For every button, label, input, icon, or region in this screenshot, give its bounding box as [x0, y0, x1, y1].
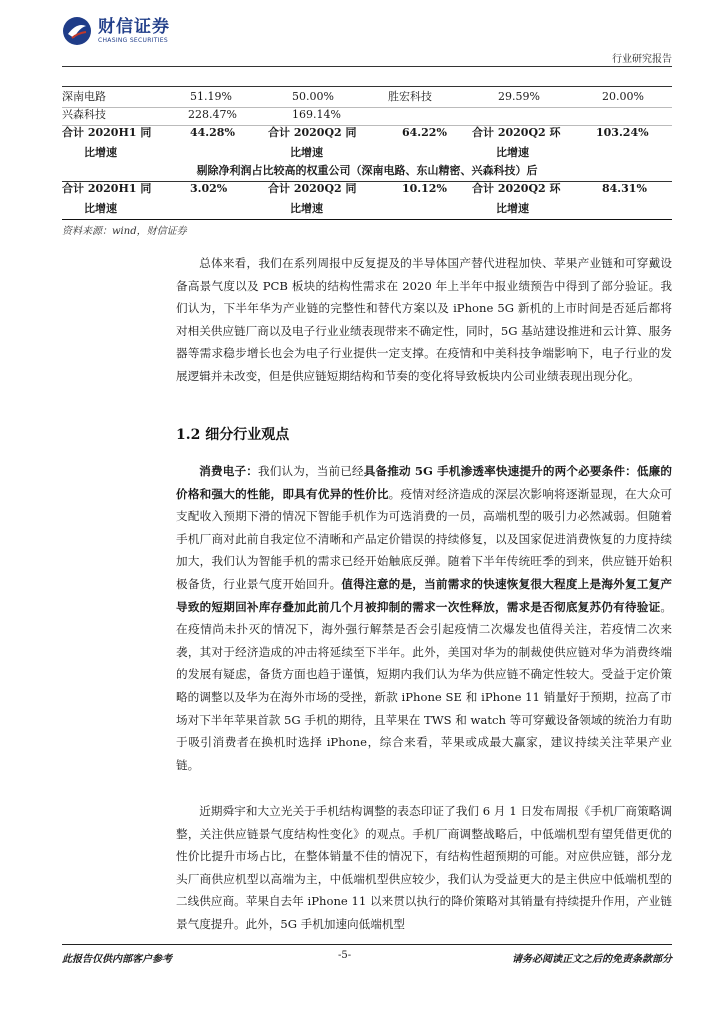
- table-cell: 20.00%: [602, 90, 644, 103]
- summary-label: 合计 2020Q2 环: [472, 126, 561, 139]
- paragraph-emphasis: 具备推动 5G 手机渗透率快速提升的两个必要条件：低廉的价格和强大的性能，即具有优异的性价比: [176, 464, 672, 501]
- summary-label: 比增速: [84, 202, 117, 215]
- summary-paragraph: 总体来看，我们在系列周报中反复提及的半导体国产替代进程加快、苹果产业链和可穿戴设备高景气度以及 PCB 板块的结构性需求在 2020 年上半年中报业绩预告中得到了部分验证。我们认为，下半年华为产业链的完整性和替代方案以及 iPhone 5G 新机的上市时间是否延后都将对相关供应链厂商以及电子行业业绩表现带来不确定性，同时，5G 基站建设推进和云计算、服务器等需求稳步增长也会为电子行业提供一定支撑。在疫情和中美科技争端影响下，电子行业的发展逻辑并未改变，但是供应链短期结构和节奏的变化将导致板块内公司业绩表现出现分化。: [176, 256, 672, 383]
- table-cell: 胜宏科技: [388, 90, 432, 103]
- summary-label: 合计 2020Q2 同: [268, 126, 357, 139]
- logo-english-name: CHASING SECURITIES: [98, 36, 168, 44]
- table-cell: 50.00%: [292, 90, 334, 103]
- table-cell: 228.47%: [188, 108, 237, 121]
- summary-value: 3.02%: [190, 182, 228, 195]
- paragraph-text: 我们认为，当前已经: [257, 464, 364, 478]
- summary-label: 合计 2020H1 同: [62, 182, 152, 195]
- summary-value: 44.28%: [190, 126, 235, 139]
- footer-notice: 请务必阅读正文之后的免责条款部分: [512, 954, 672, 965]
- supply-chain-paragraph: 近期舜宇和大立光关于手机结构调整的表态印证了我们 6 月 1 日发布周报《手机厂商策略调整，关注供应链景气度结构性变化》的观点。手机厂商调整战略后，中低端机型有望凭借更优的性价比提升市场占比，在整体销量不佳的情况下，有结构性超预期的可能。对应供应链，部分龙头厂商供应机型以高端为主，中低端机型供应较少，我们认为受益更大的是主供应中低端机型的二线供应商。苹果自去年 iPhone 11 以来贯以执行的降价策略对其销量有持续提升作用，产业链景气度提升。此外，5G 手机加速向低端机型: [176, 804, 672, 931]
- summary-row: [62, 180, 672, 198]
- table-cell: 29.59%: [498, 90, 540, 103]
- company-logo: [62, 14, 202, 48]
- summary-label: 比增速: [84, 146, 117, 159]
- logo-mark-icon: [62, 16, 92, 46]
- summary-label: 比增速: [290, 146, 323, 159]
- paragraph-lead-label: 消费电子：: [199, 464, 258, 478]
- table-cell: 51.19%: [190, 90, 232, 103]
- summary-label: 合计 2020Q2 环: [472, 182, 561, 195]
- summary-label: 比增速: [496, 202, 529, 215]
- summary-value: 84.31%: [602, 182, 647, 195]
- summary-value: 103.24%: [596, 126, 649, 139]
- summary-label: 比增速: [290, 202, 323, 215]
- table-cell: 169.14%: [292, 108, 341, 121]
- table-row: [62, 88, 672, 106]
- summary-row-continued: [62, 200, 672, 218]
- paragraph-text: 。在疫情尚未扑灭的情况下，海外强行解禁是否会引起疫情二次爆发也值得关注，若疫情二次来袭，其对于经济造成的冲击将延续至下半年。此外，美国对华为的制裁使供应链对华为消费终端的发展有疑虑，备货方面也趋于谨慎，短期内我们认为华为供应链不确定性较大。受益于定价策略的调整以及华为在海外市场的受挫，新款 iPhone SE 和 iPhone 11 销量好于预期，拉高了市场对下半年苹果首款 5G 手机的期待，且苹果在 TWS 和 watch 等可穿戴设备领域的统治力有助于吸引消费者在换机时选择 iPhone，综合来看，苹果或成最大赢家，建议持续关注苹果产业链。: [176, 599, 672, 772]
- summary-label: 比增速: [496, 146, 529, 159]
- consumer-electronics-paragraph: [176, 460, 672, 776]
- paragraph-text: 。疫情对经济造成的深层次影响将逐渐显现，在大众可支配收入预期下滑的情况下智能手机作为可选消费的一员，高端机型的吸引力必然减弱。但随着手机厂商对此前自我定位不清晰和产品定价错误的持续修复，以及国家促进消费恢复的力度持续加大，我们认为智能手机的需求已经开始触底反弹。随着下半年传统旺季的到来，供应链开始积极备货，行业景气度开始回升。: [176, 486, 672, 591]
- logo-chinese-name: 财信证券: [98, 16, 170, 37]
- excluded-title-row: [62, 162, 672, 180]
- summary-value: 10.12%: [402, 182, 447, 195]
- section-heading: 1.2 细分行业观点: [176, 427, 290, 443]
- table-source-note: 资料来源：wind，财信证券: [62, 226, 187, 237]
- summary-row-continued: [62, 144, 672, 162]
- summary-value: 64.22%: [402, 126, 447, 139]
- table-bottom-rule: [62, 219, 672, 220]
- excluded-title: 剔除净利润占比较高的权重公司（深南电路、东山精密、兴森科技）后: [196, 164, 538, 177]
- table-cell: 深南电路: [62, 90, 106, 103]
- header-divider: [62, 66, 672, 67]
- table-row: [62, 106, 672, 124]
- paragraph-emphasis: 值得注意的是，当前需求的快速恢复很大程度上是海外复工复产导致的短期回补库存叠加此前几个月被抑制的需求一次性释放，需求是否彻底复苏仍有待验证: [176, 576, 672, 614]
- table-cell: 兴森科技: [62, 108, 106, 121]
- summary-label: 合计 2020Q2 同: [268, 182, 357, 195]
- table-top-rule: [62, 86, 672, 87]
- footer-disclaimer: 此报告仅供内部客户参考: [62, 954, 172, 965]
- footer-divider: [62, 944, 672, 945]
- document-type-label: 行业研究报告: [612, 54, 672, 65]
- summary-row: [62, 124, 672, 142]
- page-number: -5-: [338, 950, 352, 961]
- summary-label: 合计 2020H1 同: [62, 126, 152, 139]
